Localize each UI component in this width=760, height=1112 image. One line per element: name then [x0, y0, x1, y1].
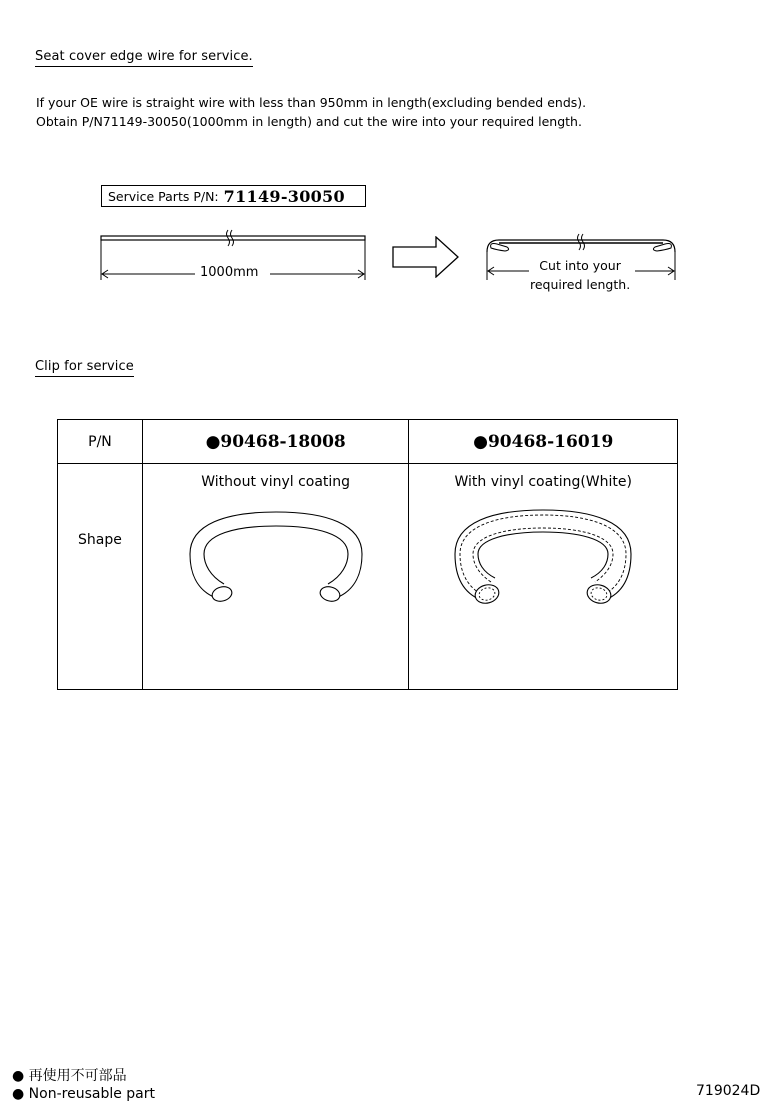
shape-row-header: Shape: [58, 464, 143, 690]
pn-row-header: P/N: [58, 420, 143, 464]
legend-item-jp: [12, 1067, 155, 1085]
cut-instruction-line-2: required length.: [530, 277, 631, 292]
bullet-icon: ●: [12, 1068, 25, 1084]
shape-cell-vinyl-coated: [409, 464, 678, 690]
section-title-edge-wire: Seat cover edge wire for service.: [35, 49, 253, 67]
part-number-cell: ●90468-16019: [409, 420, 678, 464]
shape-caption: Without vinyl coating: [201, 474, 351, 490]
part-number-row: [58, 420, 678, 464]
legend-text: 再使用不可部品: [28, 1068, 127, 1084]
legend-item-en: [12, 1085, 155, 1103]
service-parts-label: Service Parts P/N:: [108, 188, 219, 204]
legend: [12, 1067, 155, 1103]
shape-cell-uncoated: [142, 464, 409, 690]
clip-vinyl-coated-icon: [453, 502, 633, 606]
bullet-icon: ●: [12, 1086, 25, 1102]
service-parts-number: 71149-30050: [223, 186, 345, 206]
service-parts-box: [101, 185, 366, 207]
shape-row: [58, 464, 678, 690]
length-dimension-label: 1000mm: [196, 265, 262, 280]
document-code: 719024D: [696, 1083, 760, 1099]
clip-parts-table: [57, 419, 678, 690]
instruction-line-2: Obtain P/N71149-30050(1000mm in length) and cut the wire into your required length.: [36, 114, 582, 129]
part-number-cell: ●90468-18008: [142, 420, 409, 464]
legend-text: Non-reusable part: [28, 1086, 155, 1102]
section-title-clip: Clip for service: [35, 359, 134, 377]
instruction-paragraph: [36, 93, 586, 131]
clip-uncoated-icon: [186, 502, 366, 606]
shape-caption: With vinyl coating(White): [454, 474, 632, 490]
cut-instruction-line-1: Cut into your: [539, 258, 621, 273]
instruction-line-1: If your OE wire is straight wire with less than 950mm in length(excluding bended ends).: [36, 95, 587, 110]
right-arrow-icon: [392, 236, 460, 278]
cut-instruction: [530, 256, 630, 294]
